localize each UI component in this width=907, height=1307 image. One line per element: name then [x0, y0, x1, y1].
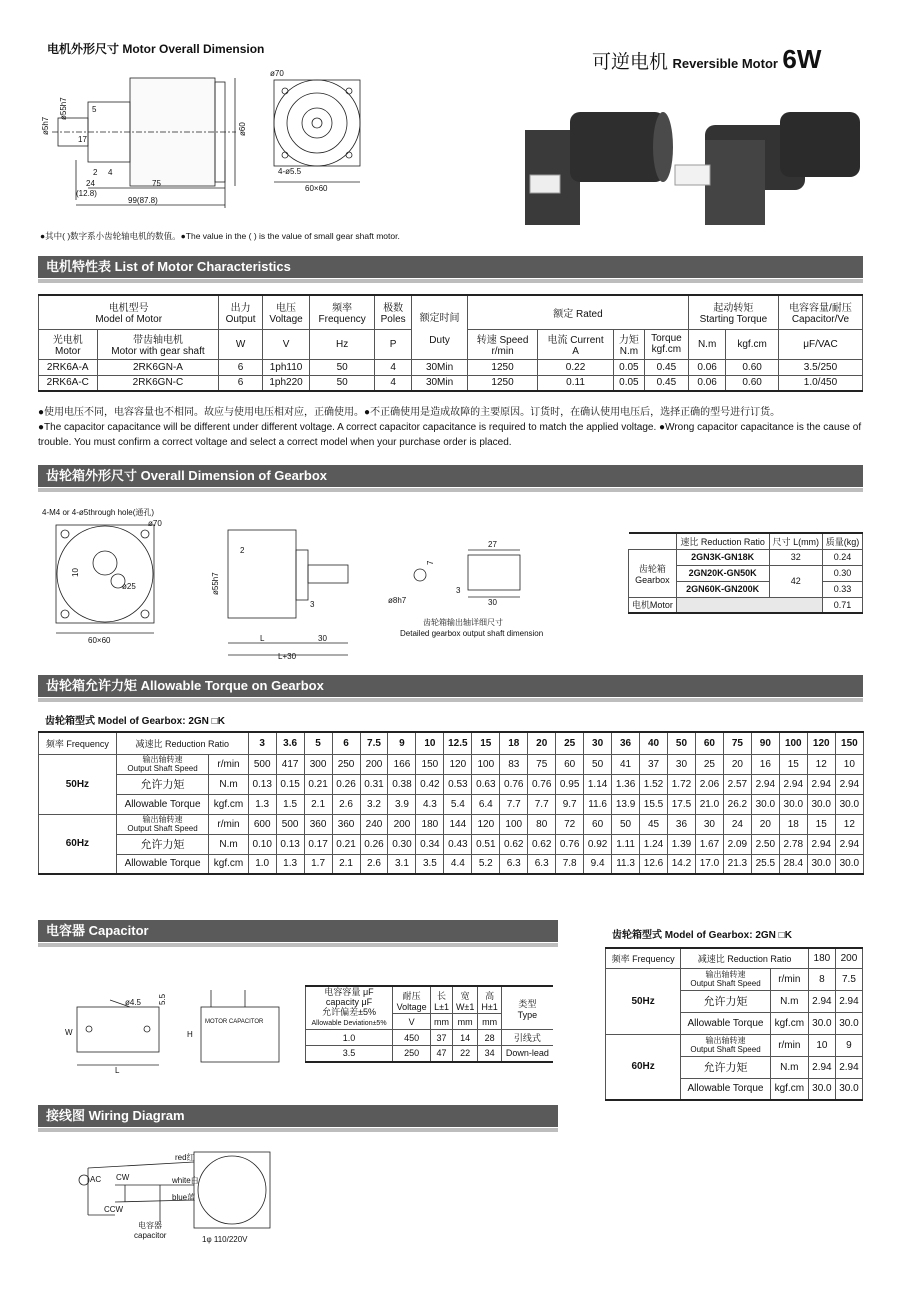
section-allowable-torque: 齿轮箱允许力矩 Allowable Torque on Gearbox: [38, 675, 863, 697]
svg-text:2: 2: [240, 546, 245, 555]
svg-text:7: 7: [426, 560, 435, 565]
freq-cell: 50Hz: [39, 754, 117, 814]
freq-cell: 60Hz: [39, 814, 117, 874]
ratio-cell: 50: [668, 732, 696, 754]
section-motor-characteristics: 电机特性表 List of Motor Characteristics: [38, 256, 863, 278]
svg-text:99(87.8): 99(87.8): [128, 196, 158, 205]
svg-text:5.5: 5.5: [158, 993, 167, 1005]
h-torque-nm: 力矩 N.m: [613, 329, 644, 359]
svg-text:75: 75: [152, 179, 161, 188]
gearbox-label: 齿轮箱 Gearbox: [629, 549, 677, 597]
svg-text:5: 5: [92, 105, 97, 114]
ratio-cell: 5: [304, 732, 332, 754]
svg-text:4: 4: [108, 168, 113, 177]
svg-text:ø60: ø60: [238, 122, 247, 136]
svg-text:blue蓝: blue蓝: [172, 1193, 196, 1202]
dimension-note: ●其中( )数字系小齿轮轴电机的数值。●The value in the ( ) is the value of small gear shaft motor.: [40, 231, 400, 241]
svg-text:10: 10: [71, 568, 80, 577]
svg-text:W: W: [65, 1028, 73, 1037]
gearbox-model-label-2: 齿轮箱型式 Model of Gearbox: 2GN □K: [612, 930, 792, 941]
svg-text:L+30: L+30: [278, 652, 297, 661]
title-cn: 可逆电机: [592, 52, 669, 73]
h-voltage: 电压 Voltage: [262, 295, 310, 329]
svg-text:(12.8): (12.8): [76, 189, 97, 198]
svg-text:ø8h7: ø8h7: [388, 596, 407, 605]
svg-text:ø70: ø70: [270, 69, 284, 78]
svg-text:3: 3: [310, 600, 315, 609]
svg-text:red红: red红: [175, 1153, 195, 1162]
h-ratio: 速比 Reduction Ratio: [676, 533, 769, 549]
gearbox-size-table: 速比 Reduction Ratio 尺寸 L(mm) 质量(kg) 齿轮箱 Gearbox 2GN3K-GN18K 32 0.24 2GN20K-GN50K 42 0.30 2GN60K-GN200K 0.33 电机Motor 0.71: [628, 532, 863, 614]
h-sub-gear-motor: 带齿轴电机 Motor with gear shaft: [97, 329, 219, 359]
ratio-cell: 90: [751, 732, 779, 754]
ratio-cell: 12.5: [444, 732, 472, 754]
table-row: 3.5 250 47 22 34 Down-lead: [306, 1046, 554, 1062]
wiring-diagram: [70, 1140, 290, 1250]
section-wiring: 接线图 Wiring Diagram: [38, 1105, 558, 1127]
unit-start-nm: N.m: [688, 329, 725, 359]
h-starting-torque: 起动转矩 Starting Torque: [688, 295, 778, 329]
unit-start-kgf: kgf.cm: [726, 329, 779, 359]
ratio-cell: 3: [248, 732, 276, 754]
svg-text:3: 3: [456, 586, 461, 595]
svg-text:ø55h7: ø55h7: [211, 572, 220, 595]
ratio-cell: 25: [556, 732, 584, 754]
gearbox-model-label: 齿轮箱型式 Model of Gearbox: 2GN □K: [45, 716, 225, 727]
svg-text:white白: white白: [172, 1176, 199, 1185]
h-width: 宽 W±1: [452, 986, 478, 1014]
svg-text:27: 27: [488, 540, 497, 549]
ratio-cell: 3.6: [276, 732, 304, 754]
h-capacitor: 电容容量/耐压 Capacitor/Ve: [778, 295, 862, 329]
svg-text:齿轮箱输出轴详细尺寸: 齿轮箱输出轴详细尺寸: [423, 618, 503, 627]
svg-text:2: 2: [93, 168, 98, 177]
h-ratio: 减速比 Reduction Ratio: [116, 732, 248, 754]
svg-text:ø55h7: ø55h7: [59, 97, 68, 120]
svg-text:ø5h7: ø5h7: [41, 116, 50, 135]
svg-text:4-M4 or 4-ø5through hole(通孔): 4-M4 or 4-ø5through hole(通孔): [42, 508, 155, 517]
h-model: 电机型号 Model of Motor: [39, 295, 219, 329]
h-torque-kgf: Torque kgf.cm: [644, 329, 688, 359]
ratio-cell: 75: [723, 732, 751, 754]
unit-cap: μF/VAC: [778, 329, 862, 359]
h-rated: 额定 Rated: [467, 295, 688, 329]
motor-dimension-drawing: [40, 60, 440, 230]
ratio-cell: 7.5: [360, 732, 388, 754]
unit-w: W: [219, 329, 262, 359]
svg-text:H: H: [187, 1030, 193, 1039]
h-type: 类型 Type: [501, 986, 553, 1030]
ratio-cell: 18: [500, 732, 528, 754]
svg-text:30: 30: [318, 634, 327, 643]
h-height: 高 H±1: [478, 986, 501, 1014]
gearbox-dimension-drawing: [38, 505, 598, 665]
h-capacity: 电容容量 μF capacity μF 允许偏差±5% Allowable Deviation±5%: [306, 986, 393, 1030]
svg-text:60×60: 60×60: [88, 636, 111, 645]
section-capacitor: 电容器 Capacitor: [38, 920, 558, 942]
section-gearbox-dimension: 齿轮箱外形尺寸 Overall Dimension of Gearbox: [38, 465, 863, 487]
ratio-cell: 6: [332, 732, 360, 754]
motor-photo-2: [675, 112, 860, 225]
ratio-cell: 100: [779, 732, 807, 754]
motor-label: 电机Motor: [629, 597, 677, 613]
svg-text:MOTOR CAPACITOR: MOTOR CAPACITOR: [205, 1019, 264, 1025]
motor-characteristics-table: [38, 294, 863, 392]
motor-photo-1: [525, 112, 673, 225]
capacitor-drawing: [55, 985, 295, 1075]
allowable-torque-table: 频率 Frequency 减速比 Reduction Ratio 3 3.6 5 6 7.5 9 10 12.5 15 18 20 25 30 36 40 50 60 75 90 100 120 150 50Hz 输出轴转速 Output Shaft Speed r/min 500 417 300 250 200 166 150 120 100 83 75 60 50 41 37 30 25 20 16 15 12 10 允许力矩 N.m 0.13 0.15 0.21 0.26 0.31 0.38 0.42 0.53 0.63 0.76 0.76 0.95 1.14 1.36 1.52 1.72 2.06 2.57 2.94 2.94 2.94 2.94 Allowable Torque kgf.cm 1.3 1.5 2.1 2.6 3.2 3.9 4.3 5.4 6.4 7.7 7.7 9.7 11.6 13.9 15.5 17.5 21.0 26.2 30.0 30.0 30.0 30.0 60Hz 输出轴转速 Output Shaft Speed r/min 600 500 360 360 240 200 180 144 120 100 80 72 60 50 45 36 30 24 20 18 15 12 允许力矩 N.m 0.10 0.13 0.17 0.21 0.26 0.30 0.34 0.43 0.51 0.62 0.62 0.76 0.92 1.11 1.24 1.39 1.67 2.09 2.50 2.78 2.94 2.94 Allowable Torque kgf.cm 1.0 1.3 1.7 2.1 2.6 3.1 3.5 4.4 5.2 6.3 6.3 7.8 9.4 11.3 12.6 14.2 17.0 21.3 25.5 28.4 30.0 30.0: [38, 731, 864, 875]
ratio-cell: 20: [528, 732, 556, 754]
svg-text:ø25: ø25: [122, 582, 136, 591]
ratio-cell: 10: [416, 732, 444, 754]
ratio-cell: 150: [835, 732, 863, 754]
svg-text:ø4.5: ø4.5: [125, 998, 142, 1007]
title-power: 6W: [782, 44, 822, 74]
ratio-cell: 120: [807, 732, 835, 754]
h-speed: 转速 Speed r/min: [467, 329, 537, 359]
ratio-cell: 60: [695, 732, 723, 754]
capacitor-table: 电容容量 μF capacity μF 允许偏差±5% Allowable Deviation±5% 耐压 Voltage 长 L±1 宽 W±1 高 H±1 类型 Type V mm mm mm 1.0 450 37 14 28 引线式 3.5 250 47 22 34 Down-lead: [305, 985, 553, 1063]
allowable-torque-table-2: 频率 Frequency 减速比 Reduction Ratio 180 200 50Hz 输出轴转速 Output Shaft Speed r/min 8 7.5 允许力矩 N.m 2.94 2.94 Allowable Torque kgf.cm 30.0 30.0 60Hz 输出轴转速 Output Shaft Speed r/min 10 9 允许力矩 N.m 2.94 2.94 Allowable Torque kgf.cm 30.0 30.0: [605, 947, 863, 1101]
h-voltage: 耐压 Voltage: [393, 986, 431, 1014]
h-output: 出力 Output: [219, 295, 262, 329]
ratio-cell: 30: [584, 732, 612, 754]
table-row: 2RK6A-A 2RK6GN-A 6 1ph110 50 4 30Min 1250 0.22 0.05 0.45 0.06 0.60 3.5/250: [39, 359, 863, 375]
ratio-cell: 9: [388, 732, 416, 754]
svg-text:24: 24: [86, 179, 95, 188]
svg-text:60×60: 60×60: [305, 184, 328, 193]
svg-text:capacitor: capacitor: [134, 1231, 167, 1240]
motor-notes: ●使用电压不同，电容容量也不相同。故应与使用电压相对应，正确使用。●不正确使用是造成故障的主要原因。订货时，在确认使用电压后，选择正确的型号进行订货。 ●The capacitor capacitance will be different under different voltage. A correct capacitor capacitance is required to match the applied voltage. ●Wrong capacitor capacitance is the cause of trouble. You must confirm a correct voltage and select a correct model when your purchase order is placed.: [38, 407, 862, 448]
svg-text:L: L: [260, 634, 265, 643]
h-frequency: 频率 Frequency: [39, 732, 117, 754]
page-title: [592, 44, 821, 75]
h-current: 电流 Current A: [538, 329, 614, 359]
svg-text:CW: CW: [116, 1173, 130, 1182]
h-size: 尺寸 L(mm): [769, 533, 822, 549]
unit-p: P: [375, 329, 412, 359]
ratio-cell: 15: [472, 732, 500, 754]
h-length: 长 L±1: [431, 986, 453, 1014]
h-poles: 极数 Poles: [375, 295, 412, 329]
svg-text:30: 30: [488, 598, 497, 607]
h-duty: 额定时间 Duty: [412, 295, 468, 359]
svg-text:4-ø5.5: 4-ø5.5: [278, 167, 302, 176]
table-row: 1.0 450 37 14 28 引线式: [306, 1030, 554, 1046]
motor-dimension-title: 电机外形尺寸 Motor Overall Dimension: [47, 42, 265, 56]
h-sub-motor: 光电机 Motor: [39, 329, 98, 359]
svg-text:AC: AC: [90, 1175, 102, 1184]
title-en: Reversible Motor: [672, 56, 778, 71]
svg-text:CCW: CCW: [104, 1205, 124, 1214]
ratio-cell: 36: [612, 732, 640, 754]
ratio-cell: 40: [640, 732, 668, 754]
unit-v: V: [262, 329, 310, 359]
unit-hz: Hz: [310, 329, 375, 359]
svg-text:ø70: ø70: [148, 519, 162, 528]
h-frequency: 频率 Frequency: [310, 295, 375, 329]
svg-text:Detailed gearbox output shaft: Detailed gearbox output shaft dimension: [400, 629, 544, 638]
table-row: 2RK6A-C 2RK6GN-C 6 1ph220 50 4 30Min 1250 0.11 0.05 0.45 0.06 0.60 1.0/450: [39, 375, 863, 391]
svg-text:1φ 110/220V: 1φ 110/220V: [202, 1235, 248, 1244]
svg-text:17: 17: [78, 135, 87, 144]
motor-photos: [515, 100, 875, 235]
h-mass: 质量(kg): [823, 533, 863, 549]
svg-text:电容器: 电容器: [138, 1221, 162, 1230]
svg-text:L: L: [115, 1066, 120, 1075]
